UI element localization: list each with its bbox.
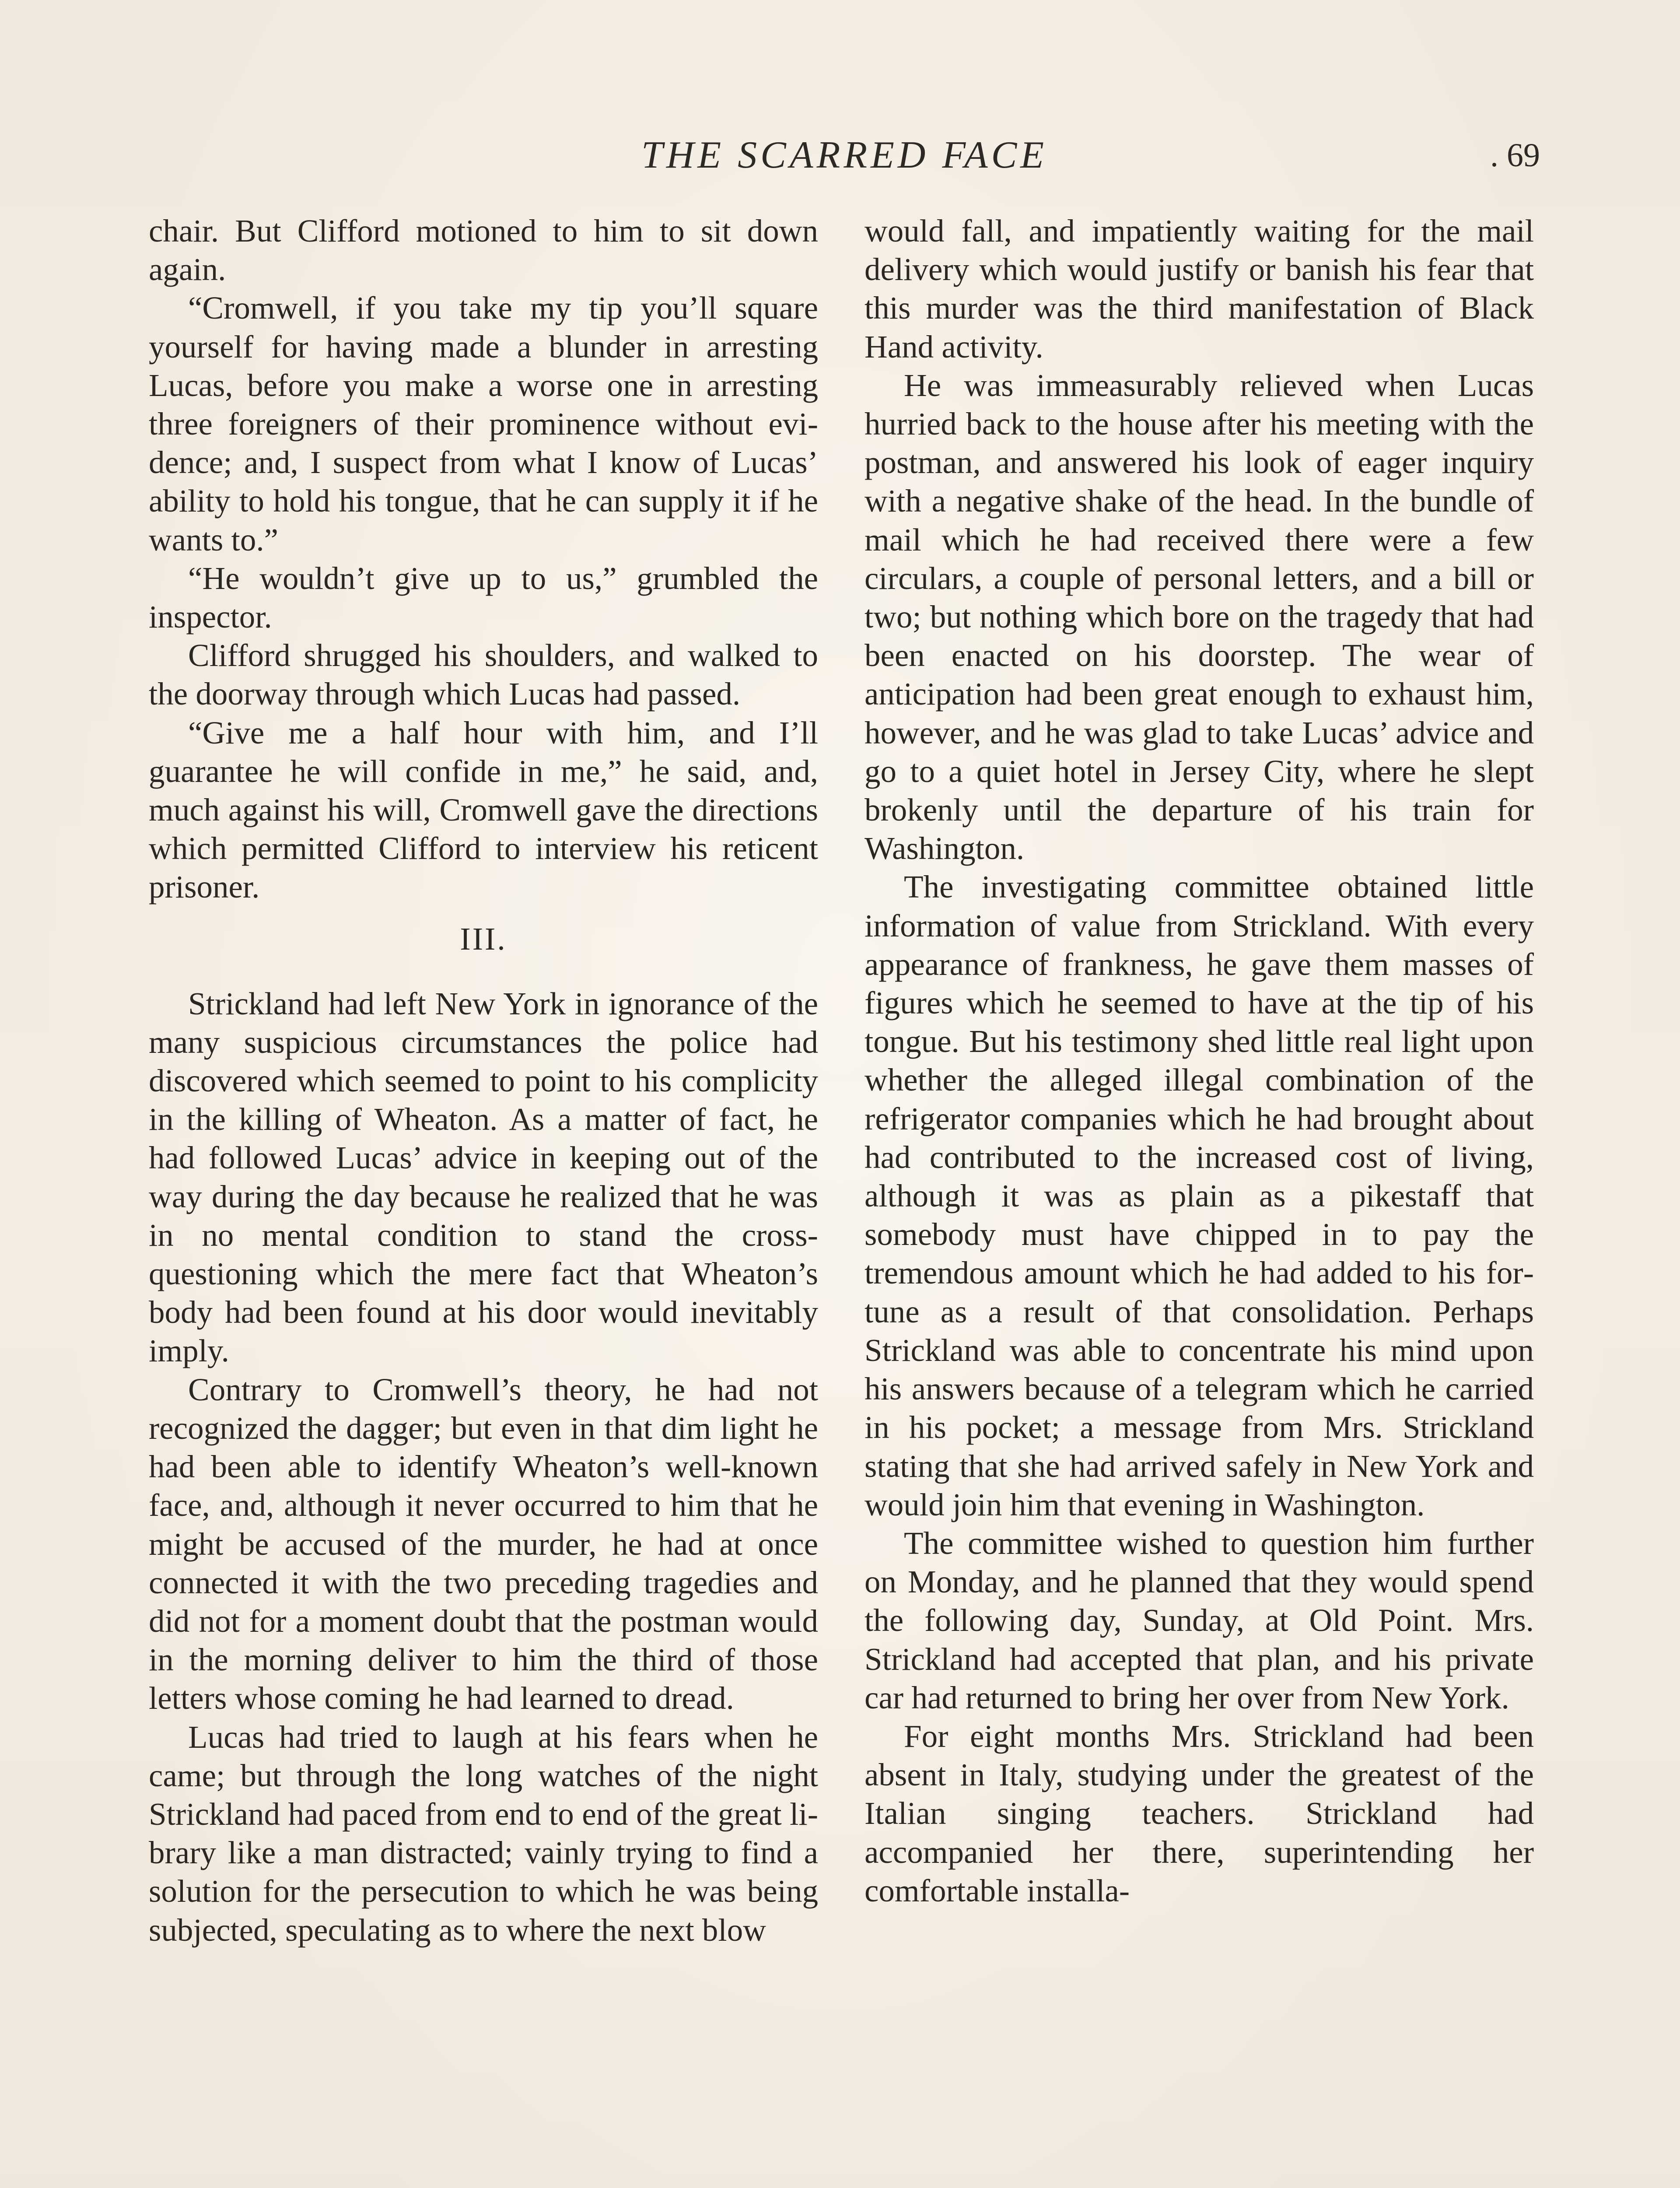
paragraph: The investigating committee obtained little information of value from Strickland. With every appearance of frankness, he gave them masses of figures which he seemed to have at the tip of his tongue. But his testimony shed little real light upon whether the alleged illegal combination of the refrigerator companies which he had brought about had contributed to the increased cost of living, although it was as plain as a pikestaff that somebody must have chipped in to pay the tremendous amount which he had added to his fortune as a result of that consolidation. Perhaps Strickland was able to concentrate his mind upon his answers because of a telegram which he carried in his pocket; a message from Mrs. Strickland stating that she had arrived safely in New York and would join him that evening in Washington. (864, 869, 1534, 1522)
paragraph: “He wouldn’t give up to us,” grumbled the inspector. (149, 560, 818, 635)
paragraph: For eight months Mrs. Strickland had been absent in Italy, studying under the greatest of the Italian singing teachers. Strickland had accompanied her there, superintending her comfortable installa- (864, 1718, 1534, 1908)
running-title: THE SCARRED FACE (641, 134, 1048, 176)
right-column (864, 212, 1534, 1910)
section-heading: III. (460, 921, 507, 957)
paragraph: “Cromwell, if you take my tip you’ll square yourself for having made a blunder in arresting Lucas, before you make a worse one in arresting three foreigners of their prominence without evidence; and, I suspect from what I know of Lucas’ ability to hold his tongue, that he can supply it if he wants to.” (149, 290, 818, 558)
page-header (149, 131, 1540, 179)
paragraph: He was immeasurably relieved when Lucas hurried back to the house after his meeting with the postman, and answered his look of eager inquiry with a negative shake of the head. In the bundle of mail which he had received there were a few circulars, a couple of personal letters, and a bill or two; but nothing which bore on the tragedy that had been enacted on his doorstep. The wear of anticipation had been great enough to exhaust him, however, and he was glad to take Lucas’ advice and go to a quiet hotel in Jersey City, where he slept brokenly until the departure of his train for Washington. (864, 367, 1534, 866)
paragraph: chair. But Clifford motioned to him to sit down again. (149, 213, 818, 288)
paragraph: “Give me a half hour with him, and I’ll guarantee he will confide in me,” he said, and, much against his will, Cromwell gave the directions which permitted Clifford to interview his reticent prisoner. (149, 715, 818, 905)
paragraph: Contrary to Cromwell’s theory, he had not recognized the dagger; but even in that dim light he had been able to identify Wheaton’s well-known face, and, although it never occurred to him that he might be accused of the murder, he had at once connected it with the two preceding tragedies and did not for a moment doubt that the postman would in the morning deliver to him the third of those letters whose coming he had learned to dread. (149, 1371, 818, 1716)
paragraph: Clifford shrugged his shoulders, and walked to the doorway through which Lucas had passed. (149, 638, 818, 712)
left-column (149, 212, 818, 1950)
paragraph: would fall, and impatiently waiting for the mail delivery which would justify or banish his fear that this murder was the third manifestation of Black Hand activity. (864, 213, 1534, 365)
paragraph: The committee wished to question him further on Monday, and he planned that they would spend the following day, Sunday, at Old Point. Mrs. Strickland had accepted that plan, and his private car had returned to bring her over from New York. (864, 1525, 1534, 1715)
paragraph: Lucas had tried to laugh at his fears when he came; but through the long watches of the night Strickland had paced from end to end of the great library like a man distracted; vainly trying to find a solution for the persecution to which he was being subjected, speculating as to where the next blow (149, 1719, 818, 1948)
paragraph: Strickland had left New York in ignorance of the many suspicious circumstances the police had discovered which seemed to point to his complicity in the killing of Wheaton. As a matter of fact, he had followed Lucas’ advice in keeping out of the way during the day because he realized that he was in no mental condition to stand the cross-questioning which the mere fact that Wheaton’s body had been found at his door would inevitably imply. (149, 985, 818, 1369)
page-number: . 69 (1490, 137, 1540, 174)
